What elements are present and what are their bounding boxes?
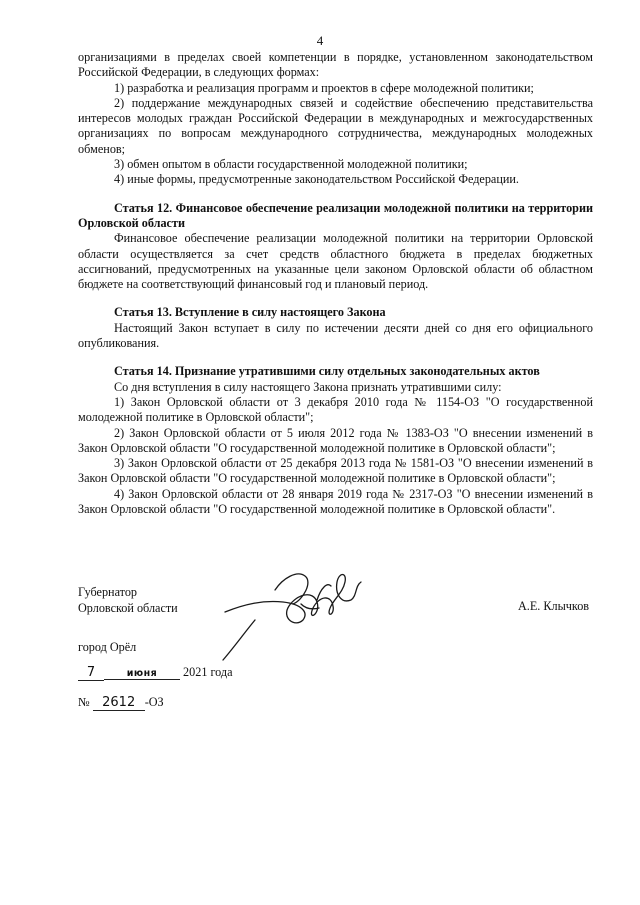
- page-number: 4: [316, 33, 324, 48]
- document-body: [78, 50, 593, 517]
- city-of-signing: город Орёл: [78, 640, 137, 654]
- position-line-1: Губернатор: [78, 585, 138, 599]
- law-number-suffix: -ОЗ: [144, 695, 164, 709]
- paragraph: Финансовое обеспечение реализации молодежной политики на территории Орловской области осуществляется за счет средств областного бюджета в пределах бюджетных ассигнований, предусмотренных на указанные цели законом Орловской области об областном бюджете на соответствующий финансовый год и плановый период.: [78, 231, 593, 292]
- article-13-heading: Статья 13. Вступление в силу настоящего Закона: [114, 305, 386, 320]
- paragraph: организациями в пределах своей компетенции в порядке, установленном законодательством Российской Федерации, в следующих формах:: [78, 50, 593, 80]
- signatory-position: [78, 584, 178, 616]
- signatory-name: А.Е. Клычков: [518, 599, 590, 613]
- date-month: июня: [104, 668, 180, 680]
- paragraph: Со дня вступления в силу настоящего Закона признать утратившими силу:: [114, 379, 502, 394]
- position-line-2: Орловской области: [78, 601, 178, 615]
- handwritten-signature: [205, 560, 380, 670]
- list-item: 4) иные формы, предусмотренные законодательством Российской Федерации.: [114, 172, 519, 187]
- list-item: 2) Закон Орловской области от 5 июля 2012 года № 1383-ОЗ "О внесении изменений в Закон Орловской области "О государственной молодежной политике в Орловской области";: [78, 425, 593, 455]
- number-sign: №: [78, 695, 90, 709]
- signing-date: [78, 665, 233, 681]
- article-14-heading: Статья 14. Признание утратившими силу отдельных законодательных актов: [114, 364, 540, 379]
- list-item: 3) Закон Орловской области от 25 декабря 2013 года № 1581-ОЗ "О внесении изменений в Закон Орловской области "О государственной молодежной политике в Орловской области";: [78, 456, 593, 486]
- list-item: 1) разработка и реализация программ и проектов в сфере молодежной политики;: [114, 80, 534, 95]
- list-item: 2) поддержание международных связей и содействие обеспечению представительства интересов молодых граждан Российской Федерации в международных и межгосударственных организациях по вопросам международного сотрудничества, международных молодежных обменов;: [78, 95, 593, 156]
- law-number: [78, 695, 164, 711]
- list-item: 3) обмен опытом в области государственной молодежной политики;: [114, 157, 468, 172]
- date-day: 7: [78, 665, 104, 681]
- paragraph: Настоящий Закон вступает в силу по истечении десяти дней со дня его официального опубликования.: [78, 320, 593, 351]
- list-item: 1) Закон Орловской области от 3 декабря 2010 года № 1154-ОЗ "О государственной молодежной политике в Орловской области";: [78, 394, 593, 425]
- date-year: 2021 года: [183, 665, 233, 679]
- list-item: 4) Закон Орловской области от 28 января 2019 года № 2317-ОЗ "О внесении изменений в Закон Орловской области "О государственной молодежной политике в Орловской области".: [78, 486, 593, 517]
- law-number-value: 2612: [93, 695, 145, 711]
- article-12-heading: Статья 12. Финансовое обеспечение реализации молодежной политики на территории Орловской области: [78, 200, 593, 230]
